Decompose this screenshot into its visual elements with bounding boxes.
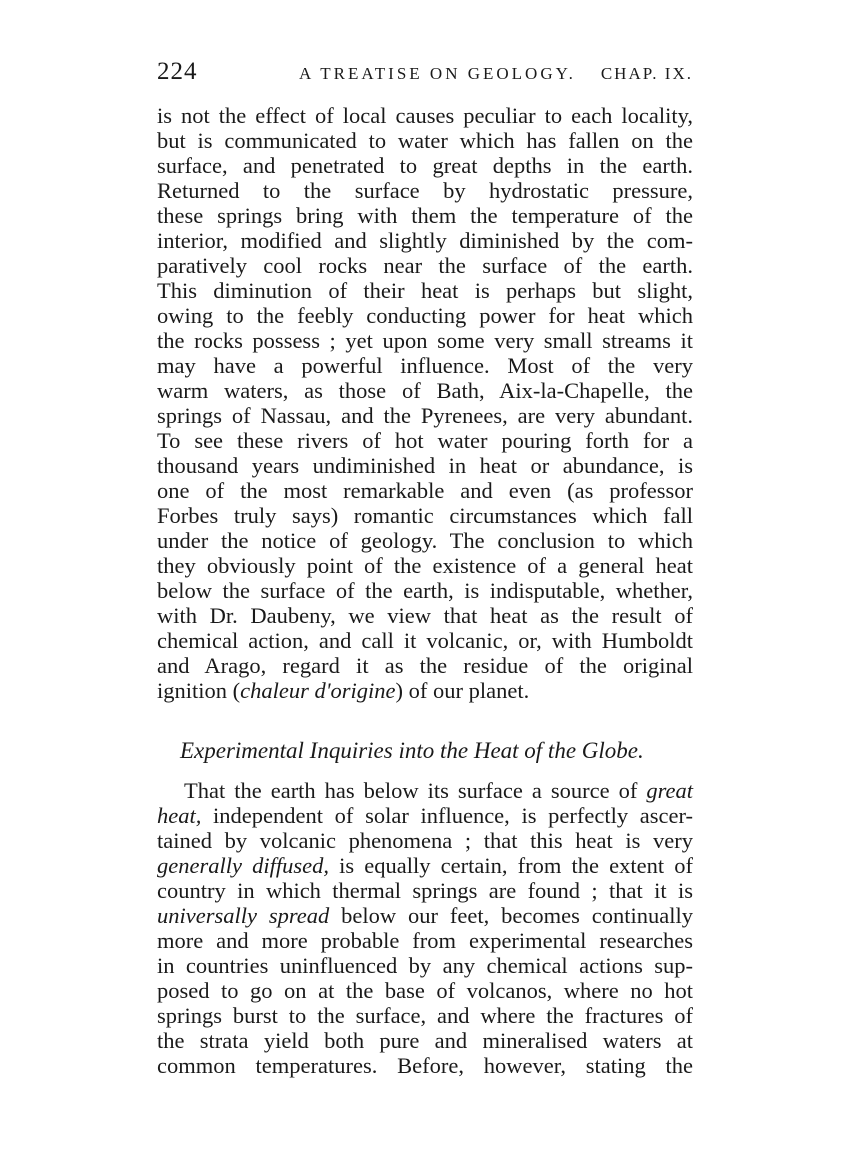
text-line: warm waters, as those of Bath, Aix-la-Chapelle, the	[157, 378, 693, 403]
chapter-label: CHAP. IX.	[600, 64, 693, 83]
text-line: Returned to the surface by hydrostatic pressure,	[157, 178, 693, 203]
italic-phrase: heat,	[157, 803, 202, 828]
text-line: thousand years undiminished in heat or abundance, is	[157, 453, 693, 478]
text-line	[157, 778, 693, 803]
text-line: more and more probable from experimental researches	[157, 928, 693, 953]
text-line: one of the most remarkable and even (as professor	[157, 478, 693, 503]
text-line: and Arago, regard it as the residue of the original	[157, 653, 693, 678]
text-line: they obviously point of the existence of a general heat	[157, 553, 693, 578]
italic-phrase: great	[646, 778, 693, 803]
text-line: is not the effect of local causes peculiar to each locality,	[157, 103, 693, 128]
text-line: the strata yield both pure and mineralised waters at	[157, 1028, 693, 1053]
text-line: the rocks possess ; yet upon some very small streams it	[157, 328, 693, 353]
text-line: springs burst to the surface, and where the fractures of	[157, 1003, 693, 1028]
text-line: chemical action, and call it volcanic, or, with Humboldt	[157, 628, 693, 653]
paragraph-2	[157, 778, 693, 1078]
text-fragment: That the earth has below its surface a source of	[184, 778, 647, 803]
text-line: This diminution of their heat is perhaps but slight,	[157, 278, 693, 303]
text-line: tained by volcanic phenomena ; that this heat is very	[157, 828, 693, 853]
running-head	[157, 58, 693, 90]
text-line: common temperatures. Before, however, stating the	[157, 1053, 693, 1078]
text-line: paratively cool rocks near the surface of the earth.	[157, 253, 693, 278]
text-line: To see these rivers of hot water pouring forth for a	[157, 428, 693, 453]
page-number: 224	[157, 58, 198, 85]
italic-phrase: universally spread	[157, 903, 330, 928]
text-fragment: ignition (	[157, 678, 241, 703]
text-fragment: below our feet, becomes continually	[329, 903, 693, 928]
text-line: in countries uninfluenced by any chemical actions sup-	[157, 953, 693, 978]
text-line: with Dr. Daubeny, we view that heat as the result of	[157, 603, 693, 628]
italic-phrase: generally diffused,	[157, 853, 329, 878]
text-line	[157, 903, 693, 928]
text-line	[157, 678, 693, 703]
section-heading: Experimental Inquiries into the Heat of the Globe.	[180, 738, 644, 763]
text-fragment: ) of our planet.	[395, 678, 530, 703]
text-line: Forbes truly says) romantic circumstances which fall	[157, 503, 693, 528]
text-line: below the surface of the earth, is indisputable, whether,	[157, 578, 693, 603]
text-line: surface, and penetrated to great depths in the earth.	[157, 153, 693, 178]
text-line: country in which thermal springs are found ; that it is	[157, 878, 693, 903]
text-line: posed to go on at the base of volcanos, where no hot	[157, 978, 693, 1003]
text-line: interior, modified and slightly diminished by the com-	[157, 228, 693, 253]
text-line: may have a powerful influence. Most of the very	[157, 353, 693, 378]
text-line: owing to the feebly conducting power for heat which	[157, 303, 693, 328]
running-title: A TREATISE ON GEOLOGY.	[299, 64, 576, 83]
paragraph-1	[157, 103, 693, 703]
italic-phrase: chaleur d'origine	[240, 678, 396, 703]
text-line: springs of Nassau, and the Pyrenees, are very abundant.	[157, 403, 693, 428]
text-line: under the notice of geology. The conclusion to which	[157, 528, 693, 553]
text-line: these springs bring with them the temperature of the	[157, 203, 693, 228]
text-line	[157, 853, 693, 878]
text-fragment: is equally certain, from the extent of	[328, 853, 693, 878]
text-fragment: independent of solar influence, is perfectly ascer-	[201, 803, 693, 828]
text-line	[157, 803, 693, 828]
text-line: but is communicated to water which has fallen on the	[157, 128, 693, 153]
